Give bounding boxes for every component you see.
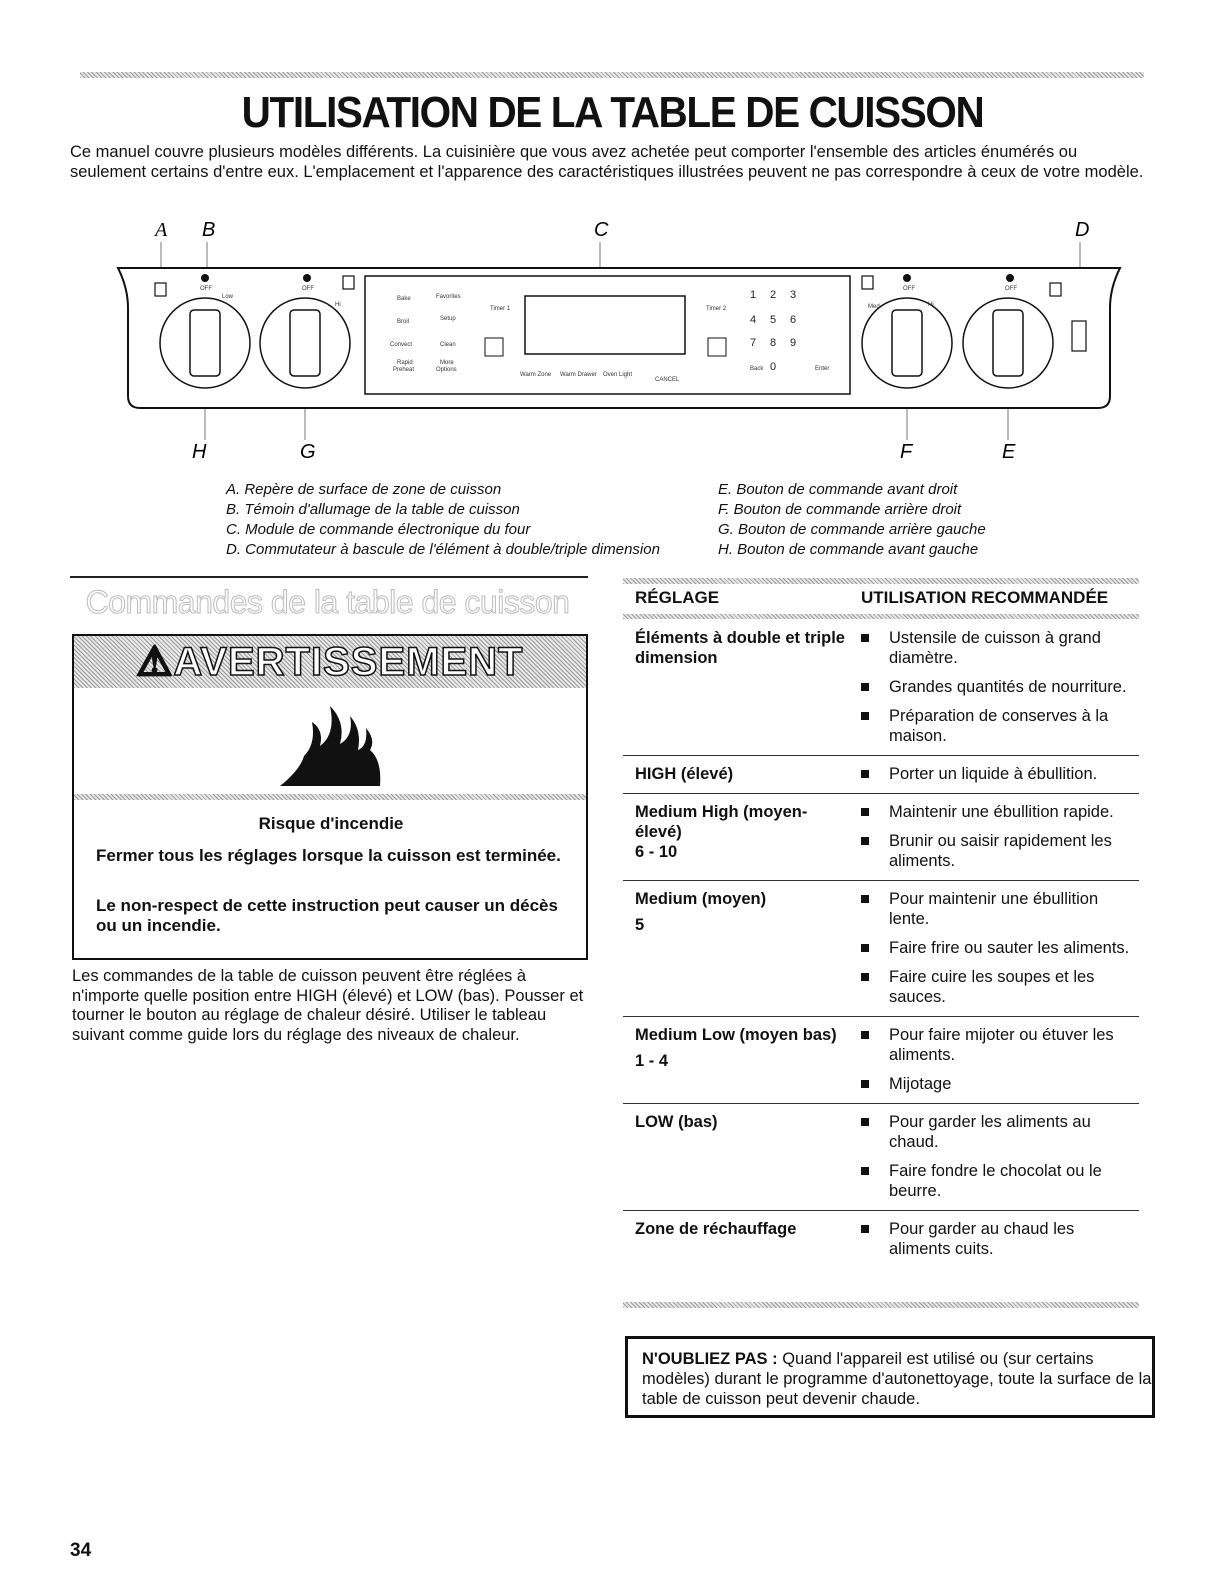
svg-text:Broil: Broil [397,319,410,325]
table-row: Medium High (moyen-élevé) 6 - 10 Maintenir une ébullition rapide. Brunir ou saisir rapidement les aliments. [623,794,1139,881]
svg-text:9: 9 [790,337,797,349]
section-heading: Commandes de la table de cuisson [85,584,570,620]
controls-paragraph: Les commandes de la table de cuisson peuvent être réglées à n'importe quelle position entre HIGH (élevé) et LOW (bas). Pousser et tourner le bouton au réglage de chaleur désiré. Utiliser le tableau suivant comme guide lors du réglage des niveaux de chaleur. [72,967,584,1044]
svg-text:3: 3 [790,289,797,301]
callout-a: A [155,219,168,241]
svg-text:Med: Med [868,304,880,310]
callout-g: G [300,441,316,463]
svg-text:Favorites: Favorites [436,294,461,300]
svg-text:Warm Zone: Warm Zone [520,372,552,378]
svg-text:1: 1 [750,289,757,301]
svg-text:Rapid: Rapid [397,360,413,366]
svg-text:Preheat: Preheat [393,367,415,373]
table-row: LOW (bas) Pour garder les aliments au chaud. Faire fondre le chocolat ou le beurre. [623,1104,1139,1211]
svg-text:0: 0 [770,361,777,373]
svg-text:Setup: Setup [440,316,456,322]
table-row: Medium (moyen) 5 Pour maintenir une ébullition lente. Faire frire ou sauter les aliments. Faire cuire les soupes et les sauces. [623,881,1139,1017]
svg-text:Low: Low [222,294,234,300]
table-header-use: UTILISATION RECOMMANDÉE [861,588,1109,607]
svg-text:Enter: Enter [815,366,830,372]
warning-risk: Risque d'incendie [258,814,404,833]
callout-h: H [192,441,207,463]
svg-text:More: More [440,360,454,366]
table-row: Éléments à double et triple dimension Ustensile de cuisson à grand diamètre. Grandes quantités de nourriture. Préparation de conserves à la maison. [623,620,1139,756]
warning-line-1: Fermer tous les réglages lorsque la cuisson est terminée. [96,846,561,865]
svg-text:6: 6 [790,314,797,326]
svg-text:Oven Light: Oven Light [603,372,633,378]
callout-c: C [594,219,609,241]
callout-b: B [202,219,216,241]
warning-line-2: Le non-respect de cette instruction peut causer un décès ou un incendie. [96,896,558,935]
svg-text:7: 7 [750,337,757,349]
svg-text:Hi: Hi [335,302,341,308]
heat-settings-table [623,588,1139,1268]
warning-triangle-icon: ⚠ [136,640,174,684]
svg-text:CANCEL: CANCEL [655,377,680,383]
svg-text:5: 5 [770,314,777,326]
callout-e: E [1002,441,1016,463]
page-number: 34 [70,1540,92,1561]
svg-text:Back: Back [750,366,764,372]
svg-text:2: 2 [770,289,777,301]
svg-text:OFF: OFF [1005,286,1017,292]
svg-text:OFF: OFF [903,286,915,292]
reminder-label: N'OUBLIEZ PAS : [642,1350,778,1368]
svg-text:Bake: Bake [397,296,411,302]
table-bottom-rule [623,1302,1139,1308]
reminder-box [625,1336,1155,1418]
svg-text:4: 4 [750,314,757,326]
warning-divider [74,794,586,800]
svg-text:Warm Drawer: Warm Drawer [560,372,597,378]
callout-f: F [900,441,913,463]
svg-text:Clean: Clean [440,342,456,348]
svg-text:Timer 1: Timer 1 [490,306,511,312]
intro-paragraph: Ce manuel couvre plusieurs modèles différents. La cuisinière que vous avez achetée peut comporter l'ensemble des articles énumérés ou seulement certains d'entre eux. L'emplacement et l'apparence des caractéristiques illustrées peuvent ne pas correspondre à ceux de votre modèle. [70,143,1144,181]
warning-title: AVERTISSEMENT [173,639,524,684]
page-title: UTILISATION DE LA TABLE DE CUISSON [241,88,984,137]
cooktop-diagram [110,218,1130,468]
table-header-setting: RÉGLAGE [635,588,720,607]
table-top-rule [623,578,1139,584]
table-row: HIGH (élevé) Porter un liquide à ébullition. [623,756,1139,794]
svg-text:Hi: Hi [928,302,934,308]
table-row: Zone de réchauffage Pour garder au chaud les aliments cuits. [623,1211,1139,1269]
reminder-text: Quand l'appareil est utilisé ou (sur certains modèles) durant le programme d'autonettoyage, toute la surface de la table de cuisson peut devenir chaude. [642,1350,1152,1408]
diagram-legend-left: A. Repère de surface de zone de cuisson B. Témoin d'allumage de la table de cuisson C. Module de commande électronique du four D. Commutateur à bascule de l'élément à double/triple dimension [226,481,660,558]
diagram-legend-right: E. Bouton de commande avant droit F. Bouton de commande arrière droit G. Bouton de commande arrière gauche H. Bouton de commande avant gauche [718,481,986,558]
fire-icon [270,700,390,795]
section-rule [70,576,588,578]
callout-d: D [1075,219,1090,241]
warning-box [72,634,588,960]
svg-text:Timer 2: Timer 2 [706,306,727,312]
table-row: Medium Low (moyen bas) 1 - 4 Pour faire mijoter ou étuver les aliments. Mijotage [623,1017,1139,1104]
svg-text:Options: Options [436,367,457,373]
svg-text:8: 8 [770,337,777,349]
svg-text:Convect: Convect [390,342,413,348]
control-panel-illustration [110,218,1130,468]
svg-text:OFF: OFF [302,286,314,292]
top-rule [80,72,1144,78]
knob-off-label: OFF [200,286,212,292]
warning-header [74,636,586,688]
